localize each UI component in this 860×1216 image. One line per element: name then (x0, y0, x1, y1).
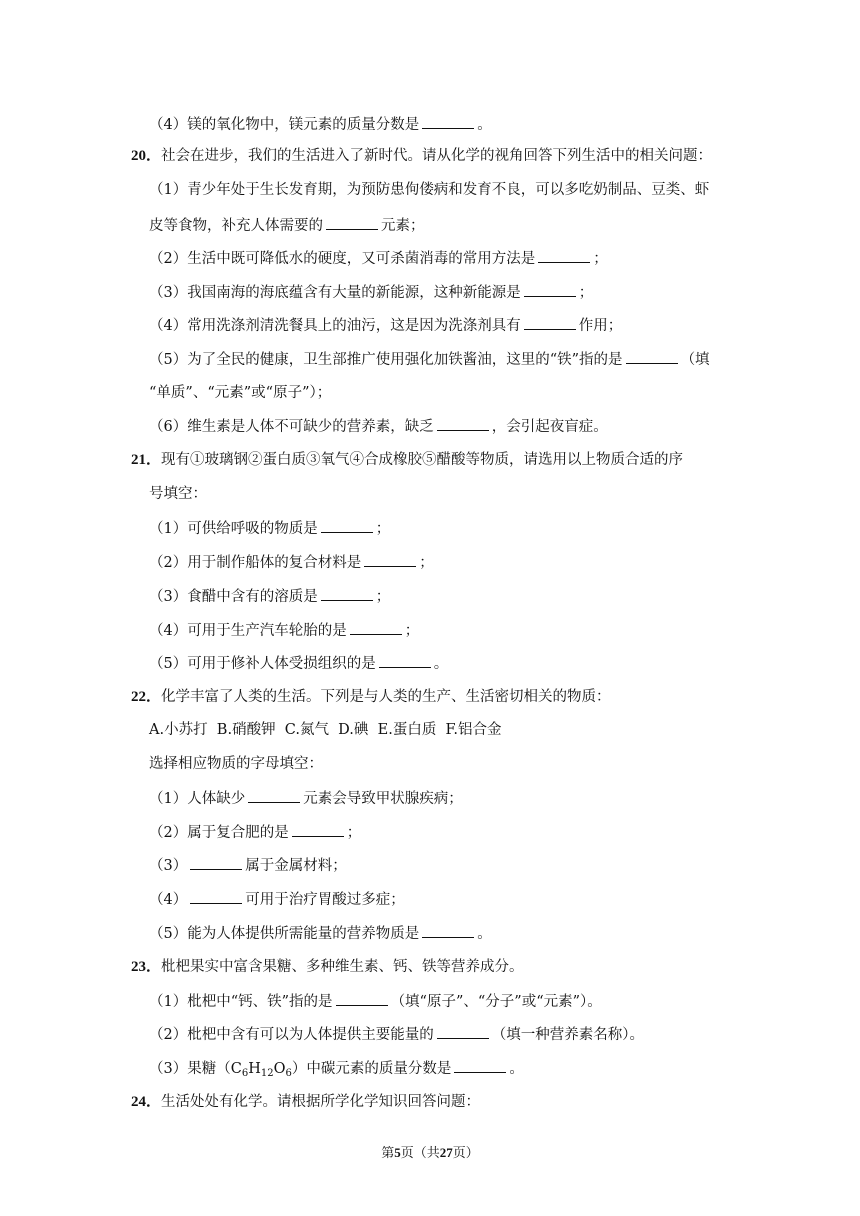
text: 。 (477, 117, 492, 133)
text: （1）青少年处于生长发育期，为预防患佝偻病和发育不良，可以多吃奶制品、豆类、虾 (149, 182, 710, 198)
text: “单质”、“元素”或“原子”）； (149, 385, 332, 401)
text: H (248, 1061, 261, 1077)
text: （1）人体缺少 (149, 791, 246, 807)
answer-blank (422, 923, 474, 938)
q23-part3 (149, 1058, 524, 1079)
text: ； (578, 285, 594, 301)
question-number: 22． (131, 689, 162, 705)
subscript: 12 (260, 1068, 274, 1079)
q21-part1 (149, 518, 390, 539)
question-number: 24． (131, 1094, 162, 1110)
text: （4） (149, 892, 188, 908)
options-text: A.小苏打 B.硝酸钾 C.氮气 D.碘 E.蛋白质 F.铝合金 (149, 722, 502, 738)
answer-blank (190, 889, 242, 904)
q22-instruction (149, 754, 323, 774)
answer-blank (248, 788, 300, 803)
q22-options (149, 720, 501, 740)
q20-part1-line2 (149, 215, 425, 236)
answer-blank (326, 215, 378, 230)
q20-part3 (149, 282, 593, 303)
answer-blank (364, 552, 416, 567)
text: ； (593, 251, 608, 267)
footer-text: 页（共 (400, 1146, 440, 1161)
q21-part3 (149, 586, 390, 607)
text: ； (375, 521, 391, 537)
q22-part2 (149, 822, 361, 843)
answer-blank (190, 855, 242, 870)
answer-blank (454, 1058, 506, 1073)
question-text: 号填空： (149, 486, 207, 502)
q20-part5-line1 (149, 349, 710, 370)
text: （4）可用于生产汽车轮胎的是 (149, 623, 347, 639)
question-21 (131, 450, 683, 470)
text: 作用； (578, 318, 623, 334)
answer-blank (321, 518, 373, 533)
q22-part3 (149, 855, 347, 876)
question-text: 化学丰富了人类的生活。下列是与人类的生产、生活密切相关的物质： (161, 689, 611, 705)
question-text: 社会在进步，我们的生活进入了新时代。请从化学的视角回答下列生活中的相关问题： (161, 148, 713, 164)
text: （1）可供给呼吸的物质是 (149, 521, 318, 537)
text: （3）食醋中含有的溶质是 (149, 589, 318, 605)
question-text: 现有①玻璃钢②蛋白质③氧气④合成橡胶⑤醋酸等物质，请选用以上物质合适的序 (161, 452, 684, 468)
answer-blank (524, 315, 576, 330)
question-21-line2 (149, 484, 207, 504)
text: ； (404, 623, 420, 639)
text: ）中碳元素的质量分数是 (291, 1061, 452, 1077)
answer-blank (524, 282, 576, 297)
text: 。 (477, 926, 492, 942)
footer-text: 页） (452, 1146, 479, 1161)
text: 元素； (381, 218, 425, 234)
page-footer (0, 1142, 860, 1161)
text: （填一种营养素名称）。 (491, 1027, 644, 1043)
question-text: 生活处处有化学。请根据所学化学知识回答问题： (161, 1094, 481, 1110)
answer-blank (422, 114, 474, 129)
text: （2）枇杷中含有可以为人体提供主要能量的 (149, 1027, 434, 1043)
answer-blank (350, 620, 402, 635)
answer-blank (437, 1024, 489, 1039)
question-20 (131, 146, 712, 166)
text: （4）镁的氧化物中，镁元素的质量分数是 (149, 117, 420, 133)
text: 选择相应物质的字母填空： (149, 756, 323, 772)
text: （6）维生素是人体不可缺少的营养素，缺乏 (149, 419, 434, 435)
question-text: 枇杷果实中富含果糖、多种维生素、钙、铁等营养成分。 (161, 959, 524, 975)
subscript: 6 (285, 1068, 292, 1079)
text: （填“原子”、“分子”或“元素”）。 (390, 994, 602, 1010)
q22-part5 (149, 923, 492, 944)
text: 属于金属材料； (245, 858, 347, 874)
text: （3） (149, 858, 188, 874)
text: O (273, 1061, 286, 1077)
total-pages: 27 (439, 1145, 453, 1160)
question-23 (131, 957, 524, 977)
text: （3）我国南海的海底蕴含有大量的新能源，这种新能源是 (149, 285, 521, 301)
q22-part1 (149, 788, 463, 809)
answer-blank (336, 991, 388, 1006)
text: ，会引起夜盲症。 (491, 419, 608, 435)
question-number: 23． (131, 959, 162, 975)
q23-part2 (149, 1024, 644, 1045)
text: ； (419, 555, 434, 571)
text: 。 (433, 656, 449, 672)
text: （4）常用洗涤剂清洗餐具上的油污，这是因为洗涤剂具有 (149, 318, 521, 334)
q23-part1 (149, 991, 602, 1012)
text: （1）枇杷中“钙、铁”指的是 (149, 994, 333, 1010)
q22-part4 (149, 889, 405, 910)
question-24 (131, 1092, 480, 1112)
text: 皮等食物，补充人体需要的 (149, 218, 323, 234)
page-number: 5 (394, 1145, 401, 1160)
text: 可用于治疗胃酸过多症； (245, 892, 405, 908)
question-number: 20． (131, 148, 162, 164)
answer-blank (437, 416, 489, 431)
text: ； (375, 589, 391, 605)
question-number: 21． (131, 452, 162, 468)
text: （2）生活中既可降低水的硬度，又可杀菌消毒的常用方法是 (149, 251, 536, 267)
text: （2）属于复合肥的是 (149, 825, 289, 841)
question-22 (131, 687, 611, 707)
q20-part1-line1 (149, 180, 709, 200)
answer-blank (292, 822, 344, 837)
text: （5）为了全民的健康，卫生部推广使用强化加铁酱油，这里的“铁”指的是 (149, 352, 623, 368)
answer-blank (321, 586, 373, 601)
answer-blank (538, 248, 590, 263)
text: （5）可用于修补人体受损组织的是 (149, 656, 376, 672)
q20-part6 (149, 416, 608, 437)
answer-blank (626, 349, 678, 364)
q21-part4 (149, 620, 419, 641)
q21-part2 (149, 552, 434, 573)
answer-blank (379, 653, 431, 668)
text: （3）果糖（C (149, 1061, 242, 1077)
text: ； (346, 825, 362, 841)
subscript: 6 (241, 1068, 249, 1079)
q20-part4 (149, 315, 622, 336)
q20-part2 (149, 248, 608, 269)
text: 。 (509, 1061, 524, 1077)
footer-text: 第 (381, 1146, 395, 1161)
q20-part5-line2 (149, 383, 331, 403)
q21-part5 (149, 653, 448, 674)
text: 元素会导致甲状腺疾病； (303, 791, 463, 807)
text: （2）用于制作船体的复合材料是 (149, 555, 362, 571)
text: （5）能为人体提供所需能量的营养物质是 (149, 926, 420, 942)
text: （填 (680, 352, 710, 368)
q19-part4 (149, 114, 492, 135)
